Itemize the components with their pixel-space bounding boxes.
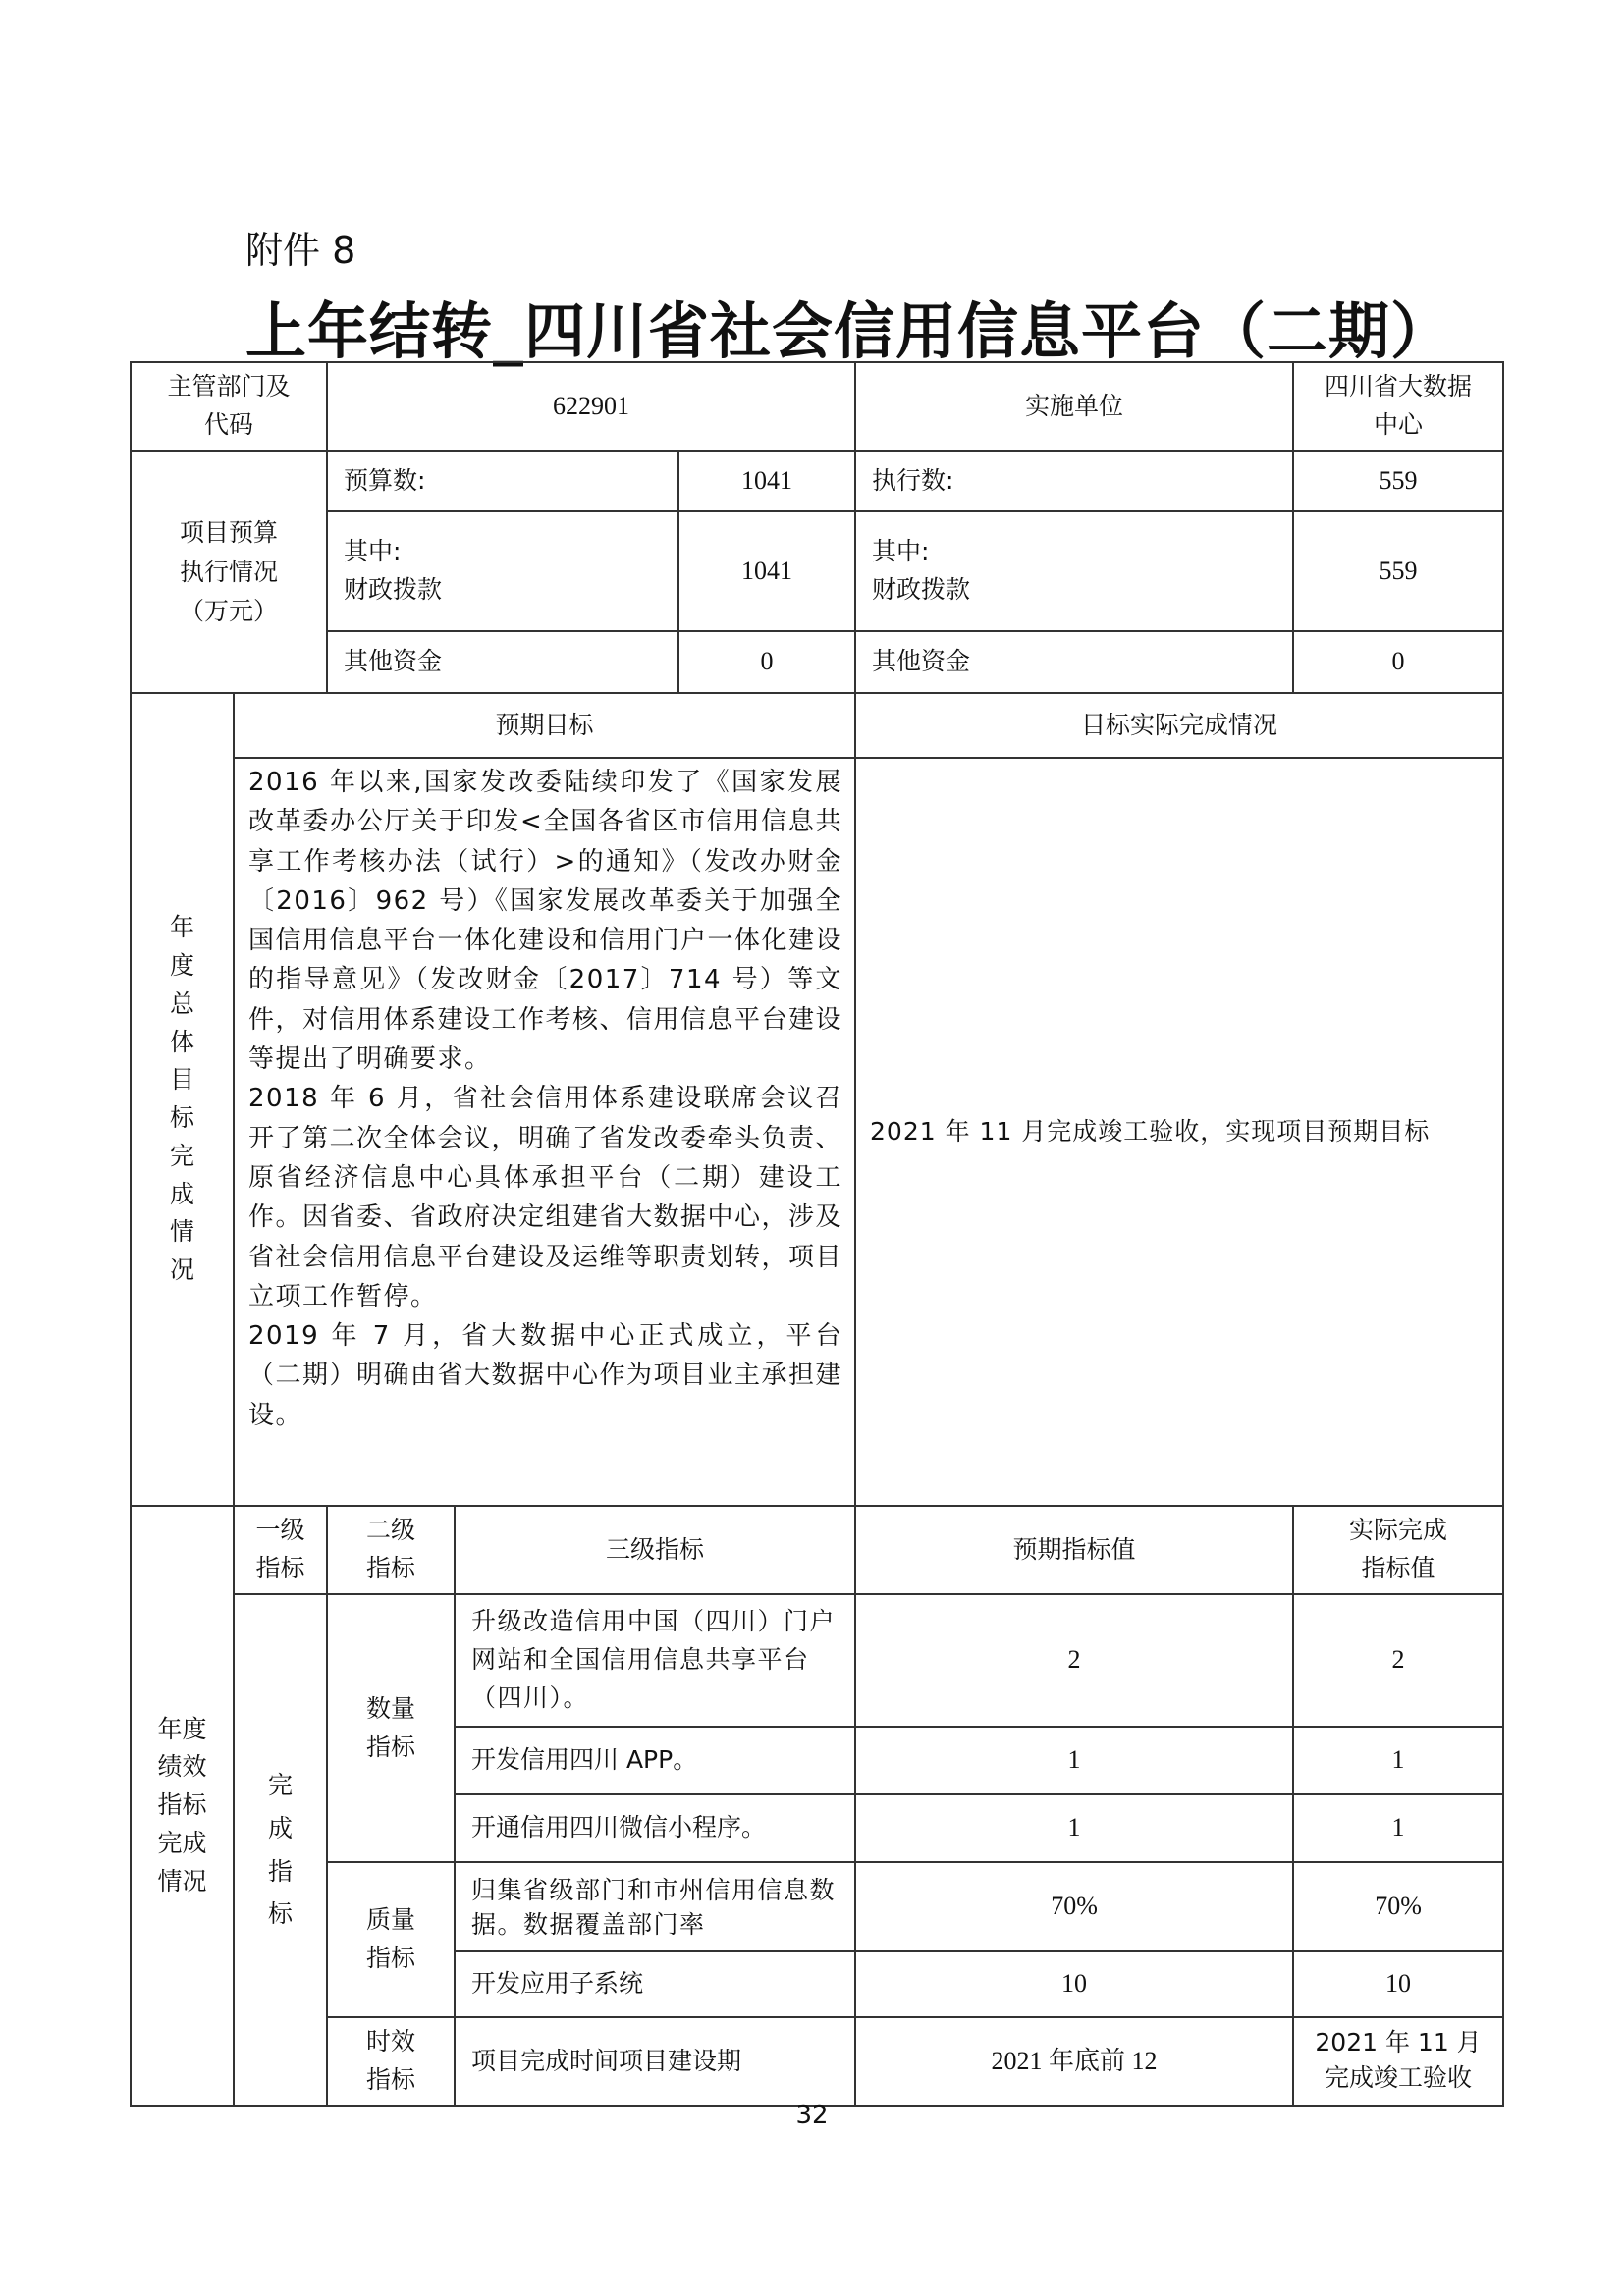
indicators-section-label: 年度绩效指标完成情况 (157, 1714, 207, 1896)
budget-value: 1041 (678, 451, 855, 511)
expected-value: 1 (855, 1727, 1293, 1794)
attachment-label: 附件 8 (245, 229, 356, 272)
other-funds-label: 其他资金 (327, 631, 678, 693)
level2-label: 时效指标 (365, 2027, 415, 2094)
level3-header: 三级指标 (455, 1506, 855, 1594)
performance-table (130, 361, 1504, 2107)
fiscal-budget-value: 1041 (678, 511, 855, 631)
actual-value-header: 实际完成指标值 (1349, 1516, 1448, 1582)
other-funds-exec-label: 其他资金 (855, 631, 1293, 693)
expected-value-header: 预期指标值 (855, 1506, 1293, 1594)
budget-row (131, 631, 1503, 693)
level1-cell (234, 1594, 327, 2106)
dept-label-cell (131, 362, 327, 451)
budget-row (131, 451, 1503, 511)
expected-goal-paragraph: 2018 年 6 月，省社会信用体系建设联席会议召开了第二次全体会议，明确了省发改委牵头负责、原省经济信息中心具体承担平台（二期）建设工作。因省委、省政府决定组建省大数据中心，涉及省社会信用信息平台建设及运维等职责划转，项目立项工作暂停。 (248, 1084, 843, 1311)
other-funds-budget-value: 0 (678, 631, 855, 693)
level3-label: 归集省级部门和市州信用信息数据。数据覆盖部门率 (455, 1862, 855, 1951)
expected-value: 2021 年底前 12 (855, 2017, 1293, 2106)
level2-header-cell (327, 1506, 455, 1594)
impl-unit-value: 四川省大数据中心 (1325, 372, 1473, 439)
expected-value: 70% (855, 1862, 1293, 1951)
expected-value: 2 (855, 1594, 1293, 1727)
other-funds-exec-value: 0 (1293, 631, 1503, 693)
budget-section-label: 项目预算执行情况（万元） (179, 517, 278, 625)
page-title: 上年结转_四川省社会信用信息平台（二期） (245, 295, 1453, 367)
indicators-section-cell (131, 1506, 234, 2106)
actual-value: 2021 年 11 月完成竣工验收 (1315, 2028, 1482, 2093)
fiscal-exec-label-line1: 其中: (872, 537, 930, 566)
fiscal-label-line1: 其中: (344, 537, 402, 566)
indicator-row (131, 1862, 1503, 1951)
level2-header: 二级指标 (365, 1516, 415, 1582)
fiscal-exec-label-line2: 财政拨款 (872, 575, 971, 604)
dept-code: 622901 (327, 362, 855, 451)
expected-goal-paragraph: 2016 年以来,国家发改委陆续印发了《国家发展改革委办公厅关于印发<全国各省区市信用信息共享工作考核办法（试行）>的通知》（发改办财金〔2016〕962 号）《国家发展改革委关于加强全国信用信息平台一体化建设和信用门户一体化建设的指导意见》（发改财金〔2017〕714 号）等文件，对信用体系建设工作考核、信用信息平台建设等提出了明确要求。 (248, 768, 843, 1075)
fiscal-label-cell (327, 511, 678, 631)
level3-label: 升级改造信用中国（四川）门户网站和全国信用信息共享平台（四川）。 (455, 1594, 855, 1727)
budget-row (131, 511, 1503, 631)
actual-value: 1 (1293, 1727, 1503, 1794)
budget-section-cell (131, 451, 327, 693)
dept-label: 主管部门及代码 (167, 372, 291, 439)
level3-label: 开发应用子系统 (455, 1951, 855, 2017)
expected-goal-text (234, 758, 855, 1506)
indicators-header-row (131, 1506, 1503, 1594)
impl-unit-label: 实施单位 (855, 362, 1293, 451)
level1-header: 一级指标 (255, 1516, 305, 1582)
level2-cell (327, 1862, 455, 2017)
goals-header-row (131, 693, 1503, 758)
actual-goal-header: 目标实际完成情况 (855, 693, 1503, 758)
actual-value: 10 (1293, 1951, 1503, 2017)
level2-label: 质量指标 (365, 1905, 415, 1972)
goals-section-label: 年度总体目标完成情况 (169, 913, 194, 1284)
actual-goal-text: 2021 年 11 月完成竣工验收，实现项目预期目标 (855, 758, 1503, 1506)
level2-label: 数量指标 (365, 1693, 415, 1761)
level3-label: 开通信用四川微信小程序。 (455, 1794, 855, 1862)
expected-value: 10 (855, 1951, 1293, 2017)
expected-value: 1 (855, 1794, 1293, 1862)
indicator-row (131, 2017, 1503, 2106)
level1-header-cell (234, 1506, 327, 1594)
level2-cell (327, 2017, 455, 2106)
level3-label: 开发信用四川 APP。 (455, 1727, 855, 1794)
indicator-row (131, 1594, 1503, 1727)
actual-value-header-cell (1293, 1506, 1503, 1594)
actual-value-cell (1293, 2017, 1503, 2106)
actual-value: 70% (1293, 1862, 1503, 1951)
goals-body-row (131, 758, 1503, 1506)
expected-goal-header: 预期目标 (234, 693, 855, 758)
fiscal-exec-label-cell (855, 511, 1293, 631)
level1-label: 完成指标 (267, 1771, 293, 1929)
impl-unit-value-cell (1293, 362, 1503, 451)
page-number: 32 (795, 2101, 829, 2130)
fiscal-label-line2: 财政拨款 (344, 575, 443, 604)
expected-goal-paragraph: 2019 年 7 月，省大数据中心正式成立，平台（二期）明确由省大数据中心作为项目业主承担建设。 (248, 1321, 843, 1430)
actual-value: 1 (1293, 1794, 1503, 1862)
goals-section-cell (131, 693, 234, 1506)
execution-label: 执行数: (855, 451, 1293, 511)
level3-label: 项目完成时间项目建设期 (455, 2017, 855, 2106)
level2-cell (327, 1594, 455, 1862)
basic-info-row (131, 362, 1503, 451)
budget-label: 预算数: (327, 451, 678, 511)
fiscal-exec-value: 559 (1293, 511, 1503, 631)
execution-value: 559 (1293, 451, 1503, 511)
actual-value: 2 (1293, 1594, 1503, 1727)
